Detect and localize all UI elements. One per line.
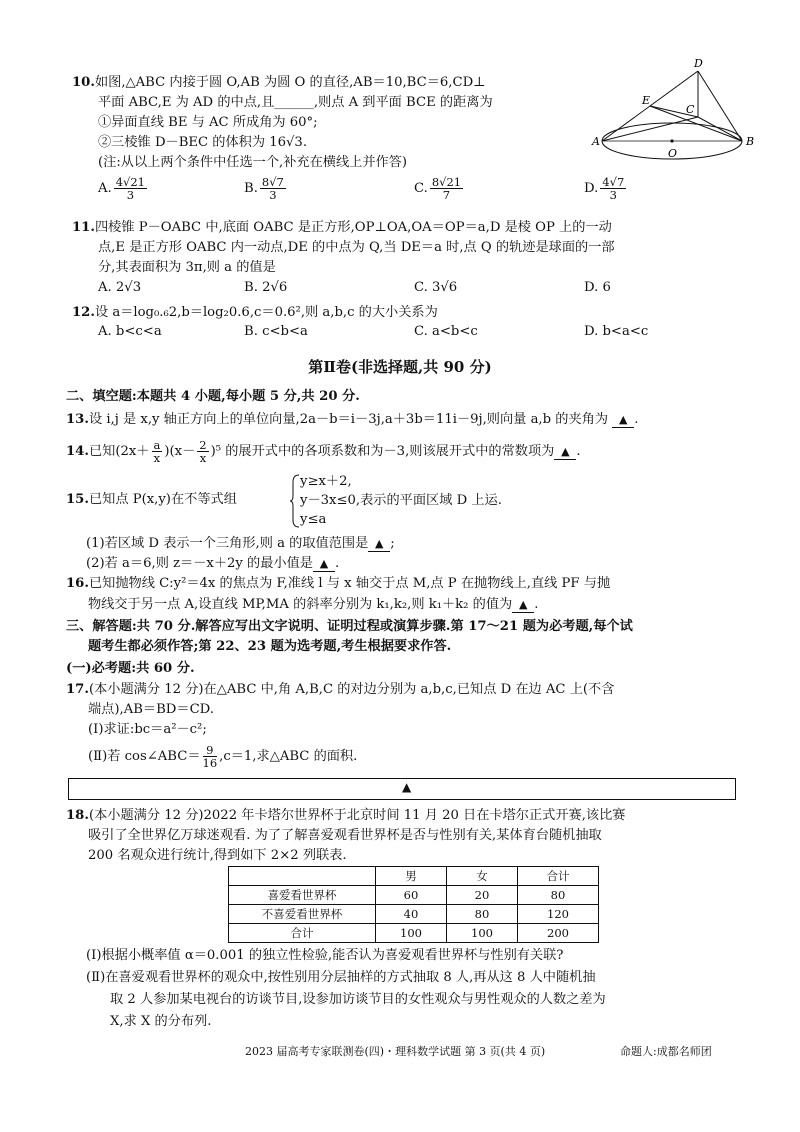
answer-blank-14: ▲ xyxy=(554,445,576,460)
q11-option-b: B. 2√6 xyxy=(244,280,288,295)
table-row xyxy=(229,905,599,924)
q11-option-a: A. 2√3 xyxy=(98,280,142,295)
required-header: (一)必考题:共 60 分. xyxy=(66,661,195,676)
q15-sys-3: y≤a xyxy=(300,512,327,527)
table-cell: 80 xyxy=(447,905,518,924)
q15-sys-2: y－3x≤0,表示的平面区域 D 上运. xyxy=(300,493,502,508)
q18-line3: 200 名观众进行统计,得到如下 2×2 列联表. xyxy=(88,848,347,863)
q12-option-b: B. c<b<a xyxy=(244,324,308,339)
footer-author: 命题人:成都名师团 xyxy=(620,1045,712,1058)
answer-blank-15-2: ▲ xyxy=(313,557,335,572)
system-brace xyxy=(290,474,300,528)
q10-options xyxy=(98,176,748,210)
fig-label-b: B xyxy=(746,135,755,148)
q10-option-a: A. $\frac{4√21}{3}$ xyxy=(98,175,145,202)
q11-option-c: C. 3√6 xyxy=(414,280,458,295)
table-header-cell xyxy=(229,867,376,886)
table-cell: 合计 xyxy=(229,924,376,943)
q18-part2a: (Ⅱ)在喜爱观看世界杯的观众中,按性别用分层抽样的方式抽取 8 人,再从这 8 人中随机抽 xyxy=(86,970,596,985)
q11-line2: 点,E 是正方形 OABC 内一动点,DE 的中点为 Q,当 DE＝a 时,点 Q 的轨迹是球面的一部 xyxy=(98,240,615,255)
q18-part2b: 取 2 人参加某电视台的访谈节目,设参加访谈节目的女性观众与男性观众的人数之差为 xyxy=(110,992,606,1007)
table-cell: 40 xyxy=(376,905,447,924)
q12-line1: 12.设 a＝log₀.₆2,b＝log₂0.6,c＝0.6²,则 a,b,c 的大小关系为 xyxy=(72,305,438,320)
q12-option-d: D. b<a<c xyxy=(584,324,649,339)
q18-line2: 吸引了全世界亿万球迷观看. 为了了解喜爱观看世界杯是否与性别有关,某体育台随机抽取 xyxy=(88,828,602,843)
table-cell: 20 xyxy=(447,886,518,905)
q16-line1: 16.已知抛物线 C:y²＝4x 的焦点为 F,准线 l 与 x 轴交于点 M,点 P 在抛物线上,直线 PF 与抛 xyxy=(66,576,611,591)
q15-stem: 15.已知点 P(x,y)在不等式组 xyxy=(66,492,237,507)
q12-option-c: C. a<b<c xyxy=(414,324,478,339)
fig-label-o: O xyxy=(668,147,678,160)
fig-label-c: C xyxy=(686,103,695,116)
answer-box-marker: ▲ xyxy=(402,780,412,794)
q10-option-b: B. $\frac{8√7}{3}$ xyxy=(244,175,284,202)
part2-title: 第Ⅱ卷(非选择题,共 90 分) xyxy=(308,358,492,376)
q10-line3: ①异面直线 BE 与 AC 所成角为 60°; xyxy=(98,115,318,130)
q15-part1: (1)若区域 D 表示一个三角形,则 a 的取值范围是 ▲ ; xyxy=(86,536,395,551)
q17-line1: 17.(本小题满分 12 分)在△ABC 中,角 A,B,C 的对边分别为 a,b,c,已知点 D 在边 AC 上(不含 xyxy=(66,682,615,697)
table-cell: 200 xyxy=(518,924,599,943)
q12-option-a: A. b<c<a xyxy=(98,324,162,339)
solve-header-2: 题考生都必须作答;第 22、23 题为选考题,考生根据要求作答. xyxy=(88,639,452,654)
q11-line1: 11.四棱锥 P－OABC 中,底面 OABC 是正方形,OP⊥OA,OA＝OP＝a,D 是棱 OP 上的一动 xyxy=(72,220,612,235)
table-cell: 不喜爱看世界杯 xyxy=(229,905,376,924)
q10-line4: ②三棱锥 D－BEC 的体积为 16√3. xyxy=(98,135,308,150)
q12-options xyxy=(98,324,748,344)
answer-box-17[interactable] xyxy=(68,778,736,800)
q15-part2: (2)若 a＝6,则 z＝－x＋2y 的最小值是 ▲ . xyxy=(86,556,340,571)
q17-line2: 端点),AB＝BD＝CD. xyxy=(88,702,214,717)
answer-blank-13: ▲ xyxy=(612,413,634,428)
answer-blank-15-1: ▲ xyxy=(368,537,390,552)
table-header-cell: 男 xyxy=(376,867,447,886)
q11-option-d: D. 6 xyxy=(584,280,611,295)
q17-part1: (Ⅰ)求证:bc＝a²－c²; xyxy=(88,722,207,737)
q10-line2: 平面 ABC,E 为 AD 的中点,且______,则点 A 到平面 BCE 的距离为 xyxy=(98,95,493,110)
q10-line5: (注:从以上两个条件中任选一个,补充在横线上并作答) xyxy=(98,155,408,170)
footer-page-info: 2023 届高考专家联测卷(四)・理科数学试题 第 3 页(共 4 页) xyxy=(245,1045,546,1058)
table-cell: 100 xyxy=(447,924,518,943)
q10-option-d: D. $\frac{4√7}{3}$ xyxy=(584,175,625,202)
q10-option-c: C. $\frac{8√21}{7}$ xyxy=(414,175,462,202)
table-row xyxy=(229,886,599,905)
q16-line2: 物线交于另一点 A,设直线 MP,MA 的斜率分别为 k₁,k₂,则 k₁＋k₂ 的值为 ▲ . xyxy=(88,597,539,612)
q17-part2: (Ⅱ)若 cos∠ABC＝ $\frac{9}{16}$ ,c＝1,求△ABC 的面积. xyxy=(88,743,358,770)
table-cell: 喜爱看世界杯 xyxy=(229,886,376,905)
fig-label-e: E xyxy=(642,94,651,107)
q10-line1: 10.如图,△ABC 内接于圆 O,AB 为圆 O 的直径,AB＝10,BC＝6,CD⊥ xyxy=(72,75,486,90)
q11-options xyxy=(98,280,748,300)
table-cell: 100 xyxy=(376,924,447,943)
table-header-cell: 女 xyxy=(447,867,518,886)
q14: 14.已知(2x＋ $\frac{a}{x}$ )(x－ $\frac{2}{x}$ )⁵ 的展开式中的各项系数和为－3,则该展开式中的常数项为 ▲ . xyxy=(66,438,581,465)
solve-header: 三、解答题:共 70 分.解答应写出文字说明、证明过程或演算步骤.第 17～21 题为必考题,每个试 xyxy=(66,619,633,634)
fill-in-header: 二、填空题:本题共 4 小题,每小题 5 分,共 20 分. xyxy=(66,389,360,404)
q15-sys-1: y≥x＋2, xyxy=(300,474,352,489)
q10-figure xyxy=(590,55,770,165)
q18-part1: (Ⅰ)根据小概率值 α＝0.001 的独立性检验,能否认为喜爱观看世界杯与性别有关联? xyxy=(86,948,564,963)
q13: 13.设 i,j 是 x,y 轴正方向上的单位向量,2a－b＝i－3j,a＋3b＝11i－9j,则向量 a,b 的夹角为 ▲ . xyxy=(66,412,639,427)
table-row xyxy=(229,924,599,943)
table-cell: 60 xyxy=(376,886,447,905)
table-header-cell: 合计 xyxy=(518,867,599,886)
q18-line1: 18.(本小题满分 12 分)2022 年卡塔尔世界杯于北京时间 11 月 20 日在卡塔尔正式开赛,该比赛 xyxy=(66,808,626,823)
q11-line3: 分,其表面积为 3π,则 a 的值是 xyxy=(98,260,276,275)
fig-label-d: D xyxy=(694,57,703,70)
answer-blank-16: ▲ xyxy=(512,598,534,613)
contingency-table xyxy=(228,866,599,943)
table-header-row xyxy=(229,867,599,886)
fig-label-a: A xyxy=(592,135,600,148)
table-cell: 120 xyxy=(518,905,599,924)
table-cell: 80 xyxy=(518,886,599,905)
q18-part2c: X,求 X 的分布列. xyxy=(110,1014,212,1029)
